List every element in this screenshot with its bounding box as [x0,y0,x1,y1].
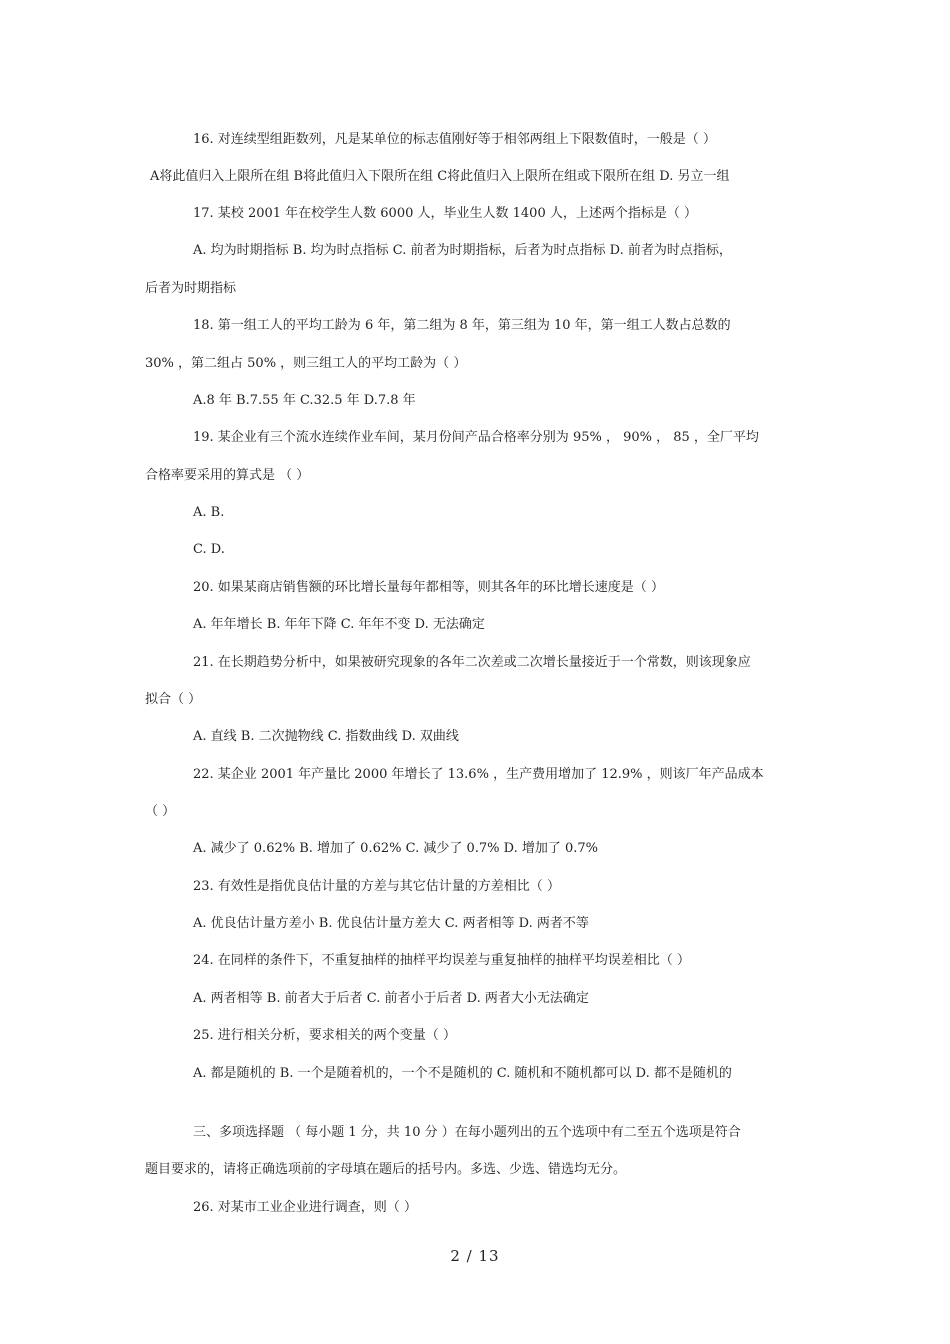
question-19-options-cd: C. D. [193,542,225,557]
question-18-options: A.8 年 B.7.55 年 C.32.5 年 D.7.8 年 [193,393,416,408]
question-22: 22. 某企业 2001 年产量比 2000 年增长了 13.6% ，生产费用增加了 12.9% ，则该厂年产品成本 [193,767,764,782]
page-number: 2 / 13 [450,1247,500,1265]
question-16: 16. 对连续型组距数列，凡是某单位的标志值刚好等于相邻两组上下限数值时，一般是（ ） [193,132,716,147]
question-19-options-ab: A. B. [193,505,225,520]
section-3-instructions: 题目要求的，请将正确选项前的字母填在题后的括号内。多选、少选、错选均无分。 [145,1162,627,1177]
question-23: 23. 有效性是指优良估计量的方差与其它估计量的方差相比（ ） [193,879,560,894]
question-20: 20. 如果某商店销售额的环比增长量每年都相等，则其各年的环比增长速度是（ ） [193,580,664,595]
question-21: 21. 在长期趋势分析中，如果被研究现象的各年二次差或二次增长量接近于一个常数，则该现象应 [193,655,751,670]
question-17-options-cont: 后者为时期指标 [145,281,237,296]
question-16-options: A将此值归入上限所在组 B将此值归入下限所在组 C将此值归入上限所在组或下限所在组 D. 另立一组 [150,169,730,184]
question-25-options: A. 都是随机的 B. 一个是随着机的，一个不是随机的 C. 随机和不随机都可以 D. 都不是随机的 [193,1066,732,1081]
question-20-options: A. 年年增长 B. 年年下降 C. 年年不变 D. 无法确定 [193,617,485,632]
question-21-options: A. 直线 B. 二次抛物线 C. 指数曲线 D. 双曲线 [193,729,459,744]
question-22-cont: （ ） [145,804,176,819]
question-19-cont: 合格率要采用的算式是 （ ） [145,468,310,483]
question-22-options: A. 减少了 0.62% B. 增加了 0.62% C. 减少了 0.7% D. 增加了 0.7% [193,841,599,856]
question-24: 24. 在同样的条件下，不重复抽样的抽样平均误差与重复抽样的抽样平均误差相比（ ） [193,953,690,968]
question-18-cont: 30% ，第二组占 50% ，则三组工人的平均工龄为（ ） [145,356,467,371]
question-19: 19. 某企业有三个流水连续作业车间，某月份间产品合格率分别为 95% ， 90% ， 85 ，全厂平均 [193,430,759,445]
question-21-cont: 拟合（ ） [145,692,202,707]
question-23-options: A. 优良估计量方差小 B. 优良估计量方差大 C. 两者相等 D. 两者不等 [193,916,589,931]
question-17-options: A. 均为时期指标 B. 均为时点指标 C. 前者为时期指标，后者为时点指标 D. 前者为时点指标， [193,243,732,258]
question-26: 26. 对某市工业企业进行调查，则（ ） [193,1200,417,1215]
section-3-heading: 三、多项选择题 （ 每小题 1 分，共 10 分 ）在每小题列出的五个选项中有二至五个选项是符合 [193,1125,741,1140]
question-18: 18. 第一组工人的平均工龄为 6 年，第二组为 8 年，第三组为 10 年，第一组工人数占总数的 [193,318,731,333]
question-24-options: A. 两者相等 B. 前者大于后者 C. 前者小于后者 D. 两者大小无法确定 [193,991,589,1006]
question-17: 17. 某校 2001 年在校学生人数 6000 人，毕业生人数 1400 人，上述两个指标是（ ） [193,206,697,221]
question-25: 25. 进行相关分析，要求相关的两个变量（ ） [193,1028,456,1043]
